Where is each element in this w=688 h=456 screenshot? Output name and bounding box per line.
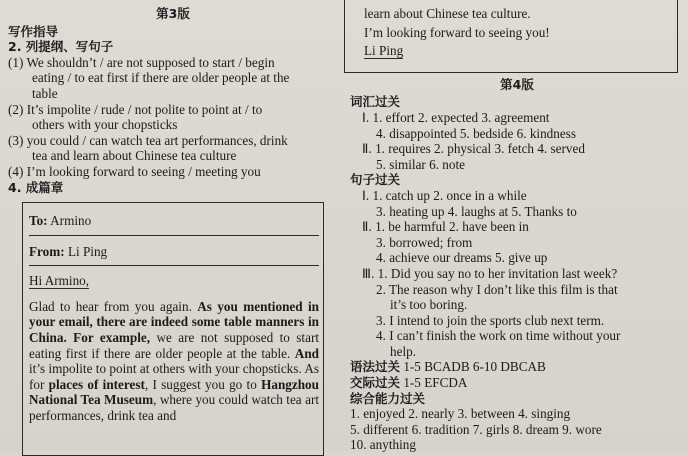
sentence-line: it’s too boring. bbox=[390, 297, 468, 313]
signature bbox=[364, 43, 684, 59]
grammar-value: 1-5 BCADB 6-10 DBCAB bbox=[403, 359, 546, 375]
comprehensive-line: 1. enjoyed 2. nearly 3. between 4. singing bbox=[350, 406, 571, 422]
to-label: To: bbox=[29, 213, 48, 228]
sentence-line: 3. I intend to join the sports club next term. bbox=[376, 312, 605, 328]
sentence-line: Ⅲ. 1. Did you say no to her invitation last week? bbox=[362, 265, 618, 281]
item-line: It’s impolite / rude / not polite to point at / to bbox=[26, 101, 263, 117]
sentence-line: 4. achieve our dreams 5. give up bbox=[376, 250, 548, 266]
item-line: I’m looking forward to seeing / meeting you bbox=[26, 163, 261, 179]
item-line: table bbox=[32, 85, 58, 101]
right-column bbox=[350, 0, 684, 453]
to-value: Armino bbox=[50, 213, 92, 228]
from-label: From: bbox=[29, 243, 65, 259]
letter-text: it’s impolite to point at others with your chopsticks. As for bbox=[29, 361, 319, 392]
letter-text: , where you could watch tea art performances, drink tea and bbox=[29, 392, 319, 423]
communication-answers bbox=[350, 375, 684, 391]
sentence-line: 3. borrowed; from bbox=[376, 234, 473, 250]
sentence-line: help. bbox=[390, 343, 417, 359]
composition-heading: 4. 成篇章 bbox=[8, 179, 64, 195]
item-number: (3) bbox=[8, 132, 24, 148]
letter-text: , I suggest you go to bbox=[144, 376, 262, 392]
letter-bold: Hangzhou National Tea Museum bbox=[29, 376, 319, 408]
grammar-answers bbox=[350, 359, 684, 375]
to-field bbox=[29, 207, 319, 235]
greeting-text: Hi Armino, bbox=[29, 273, 90, 289]
sentence-heading: 句子过关 bbox=[350, 172, 401, 188]
letter-bold: As you mentioned in your email, there are indeed some table manners in China. For example, bbox=[29, 298, 319, 345]
item-line: tea and learn about Chinese tea culture bbox=[32, 148, 237, 164]
letter-text: Glad to hear from you again. bbox=[29, 298, 198, 314]
outline-item-3 bbox=[8, 133, 338, 164]
version-3-heading: 第3版 bbox=[156, 6, 190, 21]
from-field bbox=[29, 236, 319, 266]
sentence-line: 4. I can’t finish the work on time without your bbox=[376, 328, 621, 344]
vocab-line: Ⅱ. 1. requires 2. physical 3. fetch 4. served bbox=[362, 141, 585, 157]
letter-bold: And bbox=[294, 345, 319, 361]
item-number: (4) bbox=[8, 163, 24, 179]
communication-label: 交际过关 bbox=[350, 375, 401, 391]
communication-value: 1-5 EFCDA bbox=[403, 375, 468, 391]
outline-heading: 2. 列提纲、写句子 bbox=[8, 39, 114, 55]
item-line: others with your chopsticks bbox=[32, 117, 178, 133]
sentence-line: 3. heating up 4. laughs at 5. Thanks to bbox=[376, 203, 577, 219]
vocab-heading: 词汇过关 bbox=[350, 94, 401, 110]
left-column bbox=[8, 0, 338, 195]
comprehensive-line: 10. anything bbox=[350, 437, 416, 453]
version-4-heading: 第4版 bbox=[500, 76, 534, 92]
letter-continuation: learn about Chinese tea culture. bbox=[364, 6, 531, 21]
item-line: you could / can watch tea art performances, drink bbox=[26, 132, 288, 148]
item-line: We shouldn’t / are not supposed to start / begin bbox=[26, 54, 275, 70]
item-number: (1) bbox=[8, 54, 24, 70]
writing-guide-heading: 写作指导 bbox=[8, 23, 59, 39]
greeting bbox=[29, 266, 319, 289]
sentence-line: 2. The reason why I don’t like this film is that bbox=[376, 281, 618, 297]
sentence-line: Ⅰ. 1. catch up 2. once in a while bbox=[362, 187, 527, 203]
vocab-line: Ⅰ. 1. effort 2. expected 3. agreement bbox=[362, 109, 550, 125]
vocab-line: 5. similar 6. note bbox=[376, 156, 466, 172]
item-number: (2) bbox=[8, 101, 24, 117]
grammar-label: 语法过关 bbox=[350, 359, 401, 375]
outline-item-4 bbox=[8, 164, 338, 180]
comprehensive-heading: 综合能力过关 bbox=[350, 390, 426, 406]
outline-item-2 bbox=[8, 102, 338, 133]
outline-item-1 bbox=[8, 55, 338, 102]
email-box bbox=[22, 202, 324, 456]
from-value: Li Ping bbox=[67, 243, 108, 259]
comprehensive-line: 5. different 6. tradition 7. girls 8. dream 9. wore bbox=[350, 421, 602, 437]
signature-text: Li Ping bbox=[364, 43, 404, 59]
vocab-line: 4. disappointed 5. bedside 6. kindness bbox=[376, 125, 576, 141]
letter-text: we are not supposed to start eating first if there are older people at the table. bbox=[29, 329, 319, 361]
letter-closing: I’m looking forward to seeing you! bbox=[364, 24, 550, 40]
letter-bold: places of interest bbox=[48, 376, 145, 392]
letter-body bbox=[29, 299, 319, 424]
item-line: eating / to eat first if there are older people at the bbox=[32, 70, 290, 86]
sentence-line: Ⅱ. 1. be harmful 2. have been in bbox=[362, 219, 529, 235]
